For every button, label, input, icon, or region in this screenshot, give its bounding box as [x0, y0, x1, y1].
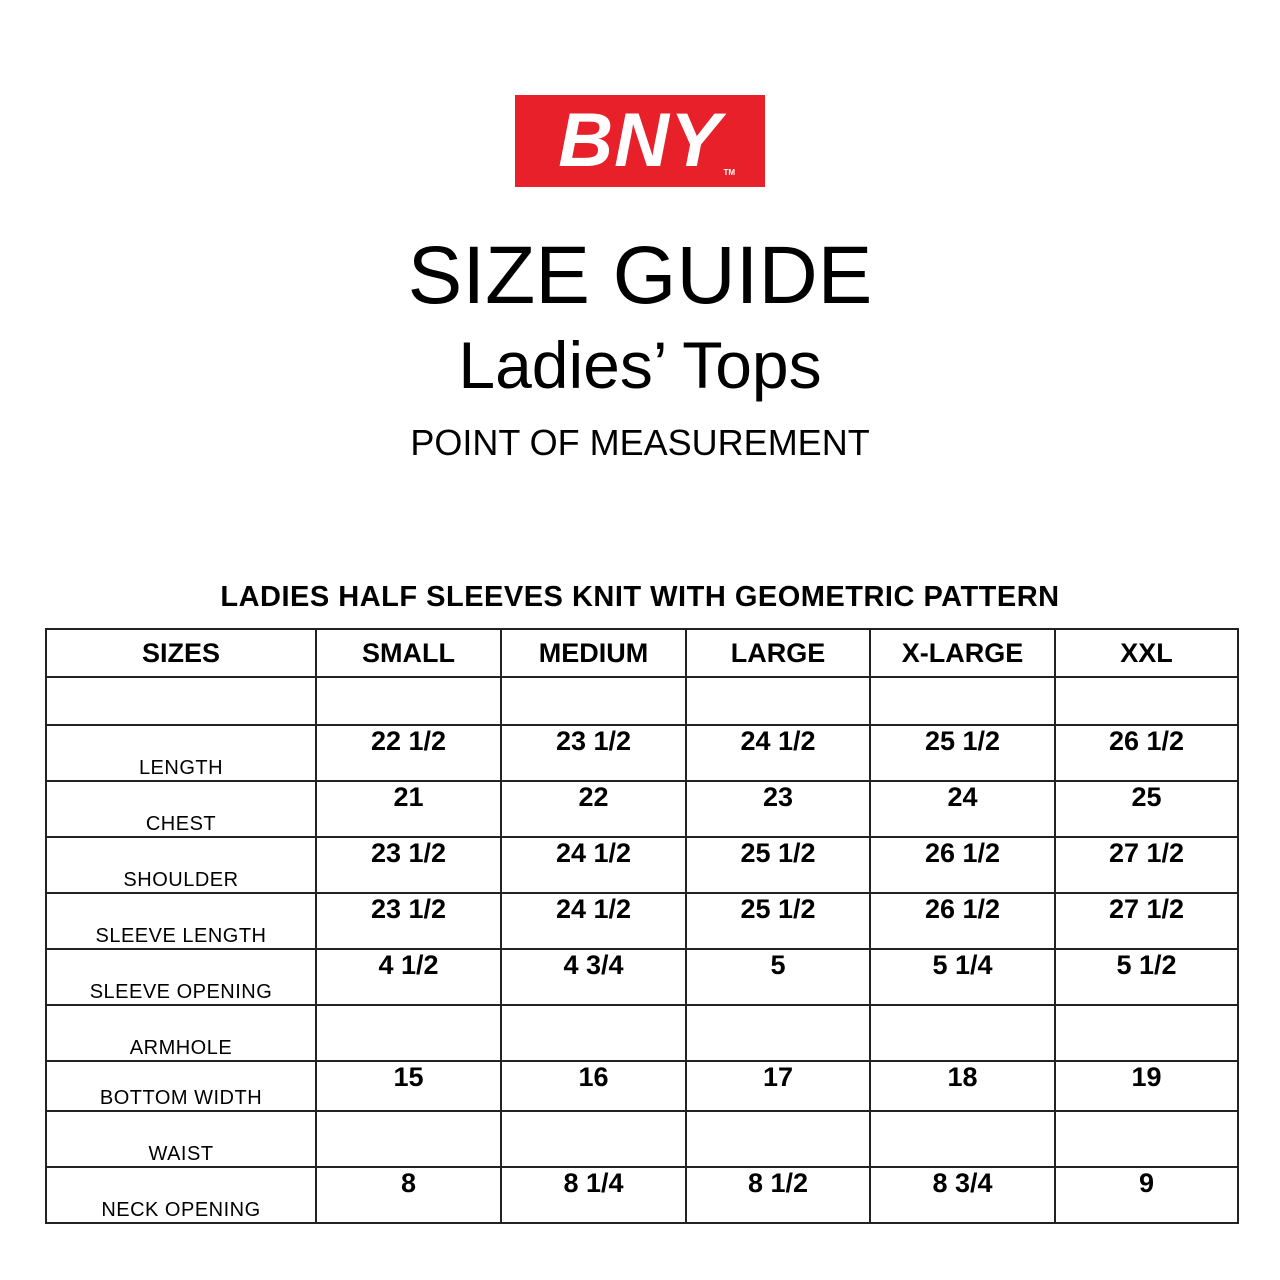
table-cell	[1055, 677, 1238, 725]
row-label: SLEEVE LENGTH	[46, 893, 316, 949]
table-cell: 23 1/2	[501, 725, 686, 781]
header-medium: MEDIUM	[501, 629, 686, 677]
table-cell: 25 1/2	[870, 725, 1055, 781]
table-cell: 23 1/2	[316, 893, 501, 949]
table-cell	[870, 1005, 1055, 1061]
table-cell	[501, 1111, 686, 1167]
table-row	[46, 1061, 1238, 1111]
table-cell	[1055, 1111, 1238, 1167]
table-cell: 27 1/2	[1055, 837, 1238, 893]
table-cell: 4 3/4	[501, 949, 686, 1005]
table-cell: 26 1/2	[870, 893, 1055, 949]
table-cell: 24 1/2	[501, 837, 686, 893]
table-row	[46, 949, 1238, 1005]
header-small: SMALL	[316, 629, 501, 677]
row-label: ARMHOLE	[46, 1005, 316, 1061]
size-table	[45, 628, 1239, 1224]
logo-text: BNY	[558, 98, 722, 183]
table-cell: 5 1/4	[870, 949, 1055, 1005]
table-cell: 25 1/2	[686, 893, 870, 949]
page-subtitle: Ladies’ Tops	[458, 328, 822, 402]
table-cell: 8	[316, 1167, 501, 1223]
table-cell: 23 1/2	[316, 837, 501, 893]
table-row	[46, 1111, 1238, 1167]
header-xxl: XXL	[1055, 629, 1238, 677]
table-cell: 24 1/2	[686, 725, 870, 781]
row-label: SHOULDER	[46, 837, 316, 893]
table-cell	[316, 677, 501, 725]
table-cell: 22	[501, 781, 686, 837]
table-cell	[501, 1005, 686, 1061]
table-cell: 8 3/4	[870, 1167, 1055, 1223]
table-cell	[686, 677, 870, 725]
table-cell	[1055, 1005, 1238, 1061]
table-cell: 16	[501, 1061, 686, 1111]
table-cell: 19	[1055, 1061, 1238, 1111]
table-cell: 22 1/2	[316, 725, 501, 781]
table-cell: 25	[1055, 781, 1238, 837]
table-cell: 4 1/2	[316, 949, 501, 1005]
table-row	[46, 1005, 1238, 1061]
table-header-row	[46, 629, 1238, 677]
row-label: LENGTH	[46, 725, 316, 781]
table-row	[46, 837, 1238, 893]
table-cell	[316, 1005, 501, 1061]
table-cell	[501, 677, 686, 725]
table-row	[46, 781, 1238, 837]
bny-logo	[515, 95, 765, 187]
table-cell	[870, 677, 1055, 725]
table-cell: 24 1/2	[501, 893, 686, 949]
table-cell: 17	[686, 1061, 870, 1111]
table-cell: 5 1/2	[1055, 949, 1238, 1005]
table-cell: 8 1/2	[686, 1167, 870, 1223]
table-cell: 9	[1055, 1167, 1238, 1223]
table-cell: 24	[870, 781, 1055, 837]
table-cell: 26 1/2	[870, 837, 1055, 893]
table-cell: 5	[686, 949, 870, 1005]
table-cell	[316, 1111, 501, 1167]
table-row	[46, 1167, 1238, 1223]
table-cell: 15	[316, 1061, 501, 1111]
point-of-measurement-heading: POINT OF MEASUREMENT	[410, 422, 870, 463]
table-cell	[686, 1111, 870, 1167]
row-label: CHEST	[46, 781, 316, 837]
table-cell: 25 1/2	[686, 837, 870, 893]
table-cell: 27 1/2	[1055, 893, 1238, 949]
table-title: LADIES HALF SLEEVES KNIT WITH GEOMETRIC PATTERN	[220, 581, 1060, 613]
logo-trademark: TM	[723, 168, 735, 177]
table-cell: 26 1/2	[1055, 725, 1238, 781]
row-label: SLEEVE OPENING	[46, 949, 316, 1005]
row-label	[46, 677, 316, 725]
row-label: BOTTOM WIDTH	[46, 1061, 316, 1111]
header-x-large: X-LARGE	[870, 629, 1055, 677]
table-cell: 21	[316, 781, 501, 837]
table-row	[46, 677, 1238, 725]
table-row	[46, 725, 1238, 781]
table-cell	[686, 1005, 870, 1061]
row-label: WAIST	[46, 1111, 316, 1167]
table-cell: 18	[870, 1061, 1055, 1111]
header-large: LARGE	[686, 629, 870, 677]
table-cell	[870, 1111, 1055, 1167]
page-title: SIZE GUIDE	[407, 230, 873, 321]
table-cell: 23	[686, 781, 870, 837]
table-row	[46, 893, 1238, 949]
row-label: NECK OPENING	[46, 1167, 316, 1223]
header-sizes: SIZES	[46, 629, 316, 677]
table-cell: 8 1/4	[501, 1167, 686, 1223]
